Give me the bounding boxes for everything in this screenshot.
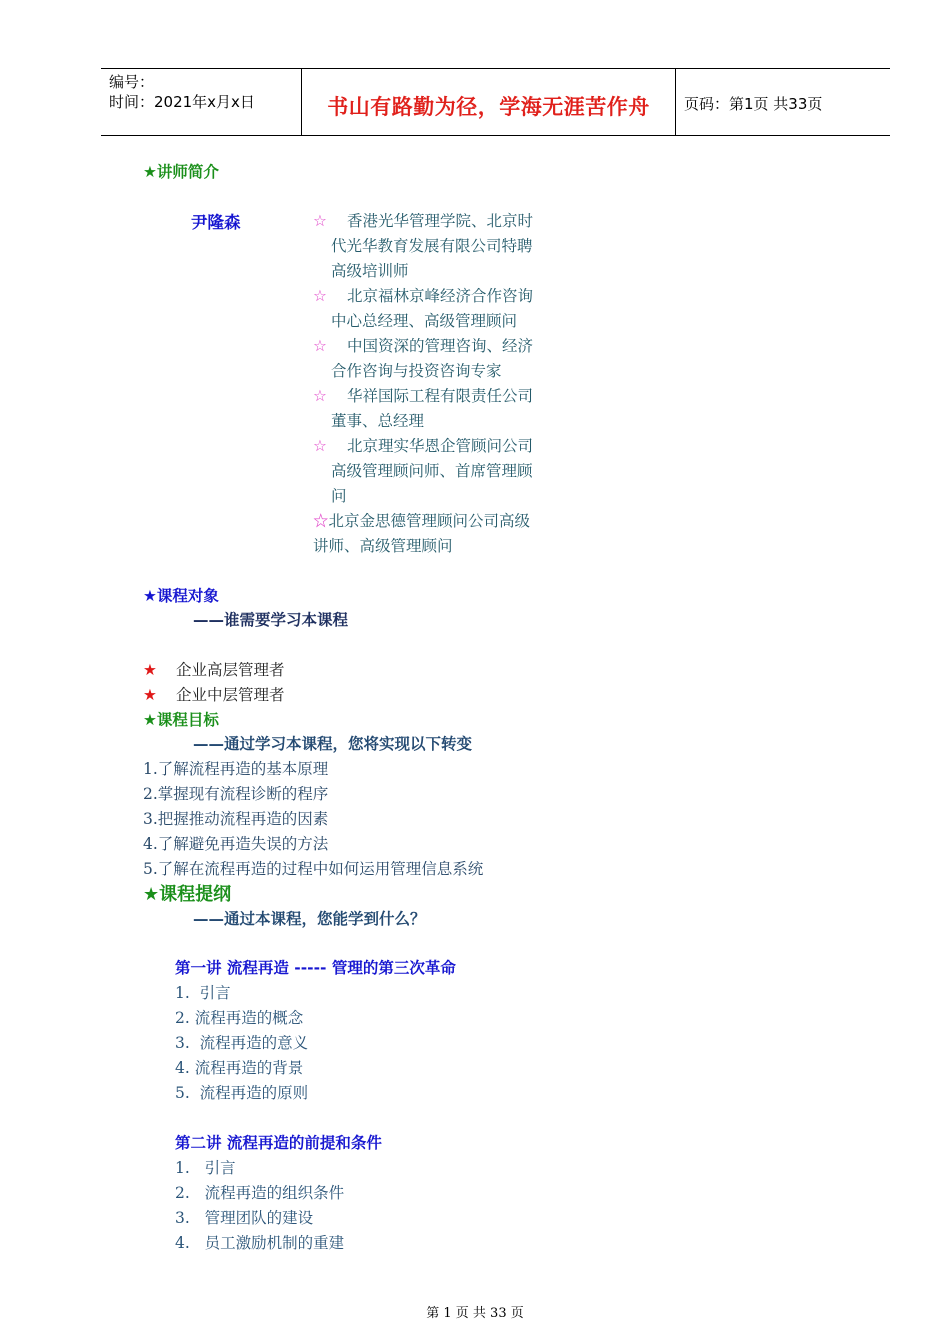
bio-line: 讲师、高级管理顾问 (313, 537, 453, 555)
lecture-item: 4. 员工激励机制的重建 (175, 1234, 345, 1252)
page-footer: 第 1 页 共 33 页 (426, 1306, 524, 1321)
goal-item: 3.把握推动流程再造的因素 (143, 810, 329, 828)
bio-line (313, 209, 533, 234)
lecture-item: 3. 流程再造的意义 (175, 1034, 309, 1052)
lecture-item: 5. 流程再造的原则 (175, 1084, 309, 1102)
bio-line (313, 509, 533, 534)
lecture-item: 4. 流程再造的背景 (175, 1059, 304, 1077)
lecture-item: 2. 流程再造的组织条件 (175, 1184, 345, 1202)
header-meta-cell (101, 69, 302, 135)
star-outline-icon: ☆ (313, 437, 327, 455)
audience-item (143, 658, 285, 683)
lecture-1-title: 第一讲 流程再造 ----- 管理的第三次革命 (175, 959, 456, 977)
instructor-bio (313, 209, 533, 559)
lecture-2-items (175, 1156, 344, 1256)
lecture-item: 2. 流程再造的概念 (175, 1009, 304, 1027)
header-page-cell (676, 69, 890, 135)
star-outline-icon: ☆ (313, 337, 327, 355)
audience-list (143, 658, 285, 708)
star-outline-icon: ☆ (313, 212, 327, 230)
lecture-item: 1. 引言 (175, 984, 231, 1002)
bio-line (313, 284, 533, 309)
bio-line: 董事、总经理 (331, 412, 425, 430)
bio-line (313, 434, 533, 459)
page-number-label: 页码：第1页 共33页 (684, 95, 823, 113)
bio-line: 代光华教育发展有限公司特聘 (331, 237, 533, 255)
goals-subheading: ——通过学习本课程，您将实现以下转变 (193, 735, 473, 753)
outline-subheading: ——通过本课程，您能学到什么？ (193, 910, 426, 928)
bio-line: 高级培训师 (331, 262, 409, 280)
page-header (101, 68, 890, 136)
audience-text: 企业高层管理者 (176, 661, 285, 679)
code-label: 编号： (109, 73, 155, 91)
goals-heading: ★课程目标 (143, 711, 219, 729)
goal-item: 2.掌握现有流程诊断的程序 (143, 785, 329, 803)
audience-heading: ★课程对象 (143, 587, 219, 605)
audience-text: 企业中层管理者 (176, 686, 285, 704)
star-outline-icon: ☆ (313, 387, 327, 405)
bio-text: 北京理实华恩企管顾问公司 (347, 437, 534, 455)
bio-line: 问 (331, 487, 347, 505)
star-icon: ★ (143, 686, 157, 704)
bio-line: 合作咨询与投资咨询专家 (331, 362, 502, 380)
outline-heading: ★课程提纲 (143, 884, 232, 905)
audience-item (143, 683, 285, 708)
bio-text: 华祥国际工程有限责任公司 (347, 387, 534, 405)
header-motto-cell (302, 69, 676, 135)
goal-item: 4.了解避免再造失误的方法 (143, 835, 329, 853)
lecture-item: 1. 引言 (175, 1159, 236, 1177)
audience-subheading: ——谁需要学习本课程 (193, 611, 349, 629)
star-icon: ★ (143, 661, 157, 679)
bio-line: 中心总经理、高级管理顾问 (331, 312, 518, 330)
bio-line (313, 384, 533, 409)
instructor-name: 尹隆森 (191, 213, 241, 232)
star-outline-icon: ☆ (313, 512, 329, 530)
lecture-1-items (175, 981, 308, 1106)
bio-line (313, 334, 533, 359)
instructor-heading: ★讲师简介 (143, 163, 219, 181)
bio-text: 北京福林京峰经济合作咨询 (347, 287, 534, 305)
time-label: 时间：2021年x月x日 (109, 93, 255, 111)
motto: 书山有路勤为径，学海无涯苦作舟 (327, 95, 650, 119)
bio-text: 香港光华管理学院、北京时 (347, 212, 534, 230)
star-outline-icon: ☆ (313, 287, 327, 305)
bio-text: 北京金思德管理顾问公司高级 (328, 512, 531, 530)
goal-item: 1.了解流程再造的基本原理 (143, 760, 329, 778)
lecture-item: 3. 管理团队的建设 (175, 1209, 314, 1227)
bio-line: 高级管理顾问师、首席管理顾 (331, 462, 533, 480)
lecture-2-title: 第二讲 流程再造的前提和条件 (175, 1134, 382, 1152)
goals-list (143, 757, 483, 882)
goal-item: 5.了解在流程再造的过程中如何运用管理信息系统 (143, 860, 484, 878)
bio-text: 中国资深的管理咨询、经济 (347, 337, 534, 355)
